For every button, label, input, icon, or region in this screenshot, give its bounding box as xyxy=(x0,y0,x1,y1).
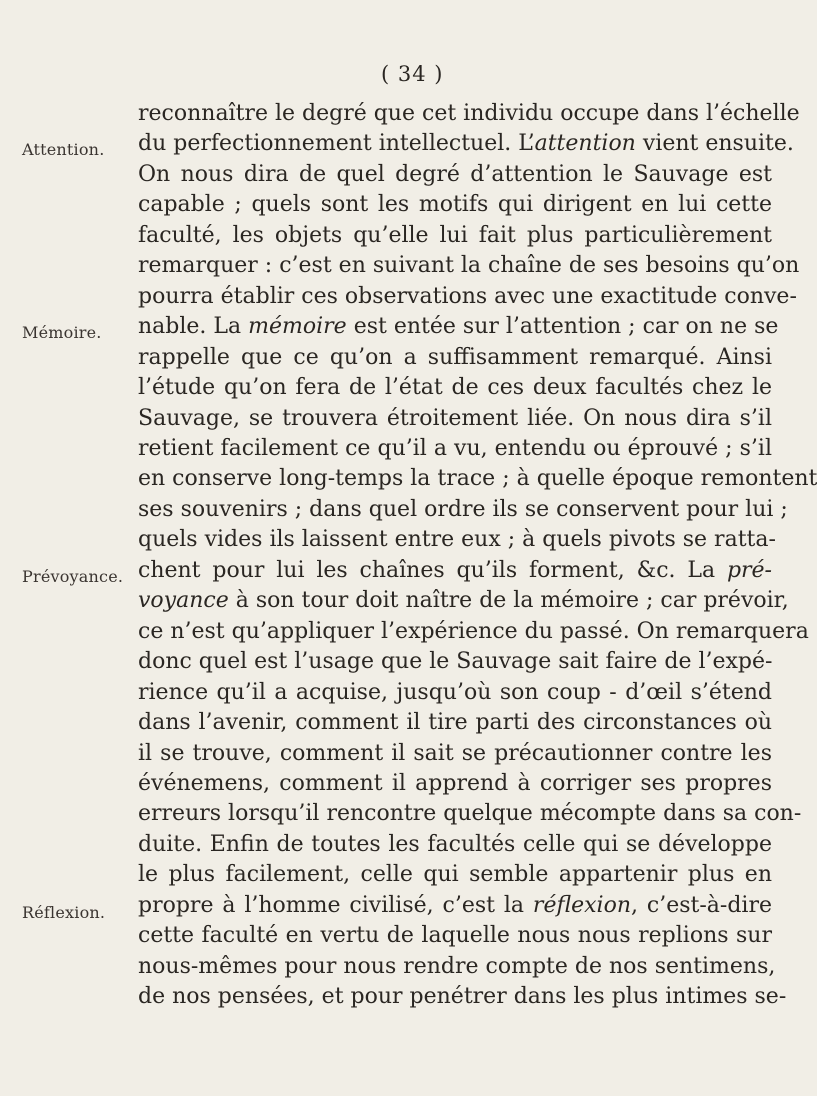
text-line: nable. La mémoire est entée sur l’attention ; car on ne se xyxy=(138,314,779,340)
text-line: Sauvage, se trouvera étroitement liée. On nous dira s’il xyxy=(138,405,772,431)
text-line: propre à l’homme civilisé, c’est la réflexion, c’est-à-dire xyxy=(138,892,773,918)
text-line: l’étude qu’on fera de l’état de ces deux facultés chez le xyxy=(138,375,772,401)
margin-note-memoire: Mémoire. xyxy=(22,323,102,342)
text-line: rappelle que ce qu’on a suffisamment remarqué. Ainsi xyxy=(138,344,772,370)
margin-note-attention: Attention. xyxy=(22,140,105,159)
text-line: reconnaître le degré que cet individu occupe dans l’échelle xyxy=(138,101,800,126)
text-line: en conserve long-temps la trace ; à quelle époque remontent xyxy=(138,466,817,492)
text-line: de nos pensées, et pour penétrer dans les plus intimes se- xyxy=(138,984,787,1010)
text-line: événemens, comment il apprend à corriger ses propres xyxy=(138,770,772,796)
text-line: quels vides ils laissent entre eux ; à quels pivots se ratta- xyxy=(138,527,776,553)
page-number: ( 34 ) xyxy=(381,62,444,86)
text-line: dans l’avenir, comment il tire parti des circonstances où xyxy=(138,710,772,736)
text-line: On nous dira de quel degré d’attention le Sauvage est xyxy=(138,161,772,187)
body-text xyxy=(138,99,817,1013)
text-line: du perfectionnement intellectuel. L’attention vient ensuite. xyxy=(138,131,794,157)
text-line: remarquer : c’est en suivant la chaîne de ses besoins qu’on xyxy=(138,253,800,279)
text-line: chent pour lui les chaînes qu’ils forment, &c. La pré- xyxy=(138,557,772,583)
margin-note-prevoyance: Prévoyance. xyxy=(22,567,124,586)
text-line: voyance à son tour doit naître de la mémoire ; car prévoir, xyxy=(138,588,789,614)
text-line: ses souvenirs ; dans quel ordre ils se conservent pour lui ; xyxy=(138,496,788,522)
text-line: capable ; quels sont les motifs qui dirigent en lui cette xyxy=(138,192,772,218)
text-line: erreurs lorsqu’il rencontre quelque mécompte dans sa con- xyxy=(138,801,802,827)
text-line: il se trouve, comment il sait se précautionner contre les xyxy=(138,740,772,766)
text-line: nous-mêmes pour nous rendre compte de nos sentimens, xyxy=(138,953,776,979)
text-line: retient facilement ce qu’il a vu, entendu ou éprouvé ; s’il xyxy=(138,435,772,461)
text-line: duite. Enfin de toutes les facultés celle qui se développe xyxy=(138,831,772,857)
text-line: le plus facilement, celle qui semble appartenir plus en xyxy=(138,862,772,888)
text-line: rience qu’il a acquise, jusqu’où son coup - d’œil s’étend xyxy=(138,679,772,705)
text-line: ce n’est qu’appliquer l’expérience du passé. On remarquera xyxy=(138,618,809,644)
text-line: faculté, les objets qu’elle lui fait plus particulièrement xyxy=(138,222,772,248)
margin-note-reflexion: Réflexion. xyxy=(22,903,106,922)
text-line: pourra établir ces observations avec une exactitude conve- xyxy=(138,283,797,309)
text-line: donc quel est l’usage que le Sauvage sait faire de l’expé- xyxy=(138,649,773,675)
text-line: cette faculté en vertu de laquelle nous nous replions sur xyxy=(138,923,772,949)
